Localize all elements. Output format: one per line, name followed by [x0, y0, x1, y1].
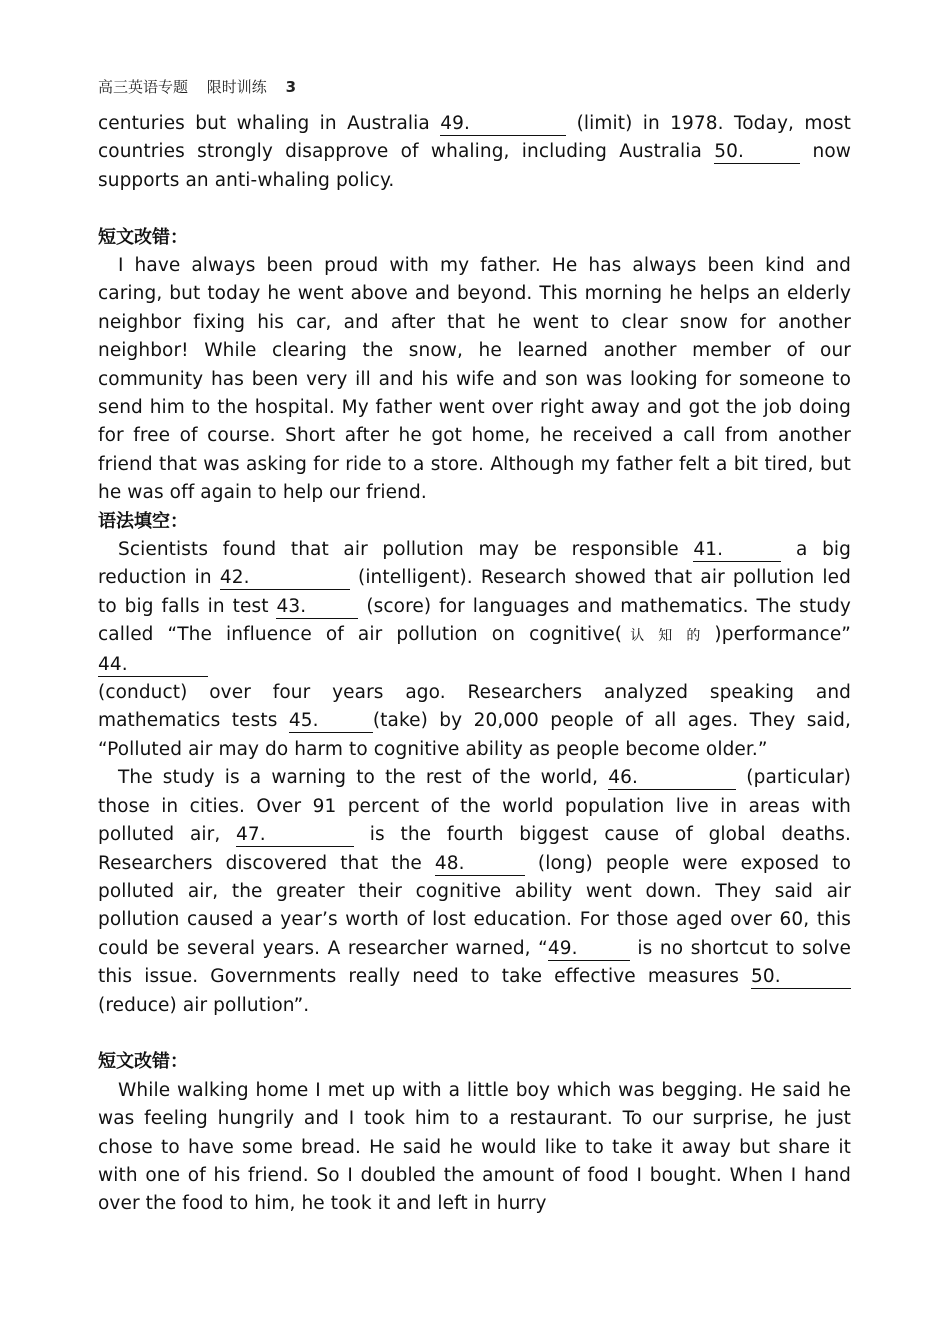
blank-46[interactable]: 46. — [608, 767, 736, 790]
blank-41[interactable]: 41. — [693, 539, 781, 562]
spacer — [98, 1020, 851, 1048]
section1-tail-paragraph: centuries but whaling in Australia 49. (limit) in 1978. Today, most countries strongly disapprove of whaling, including Australia 50. now supports an anti-whaling policy. — [98, 113, 851, 191]
blank-42[interactable]: 42. — [220, 567, 350, 590]
chinese-gloss: 认知的 — [622, 628, 715, 645]
blank-50[interactable]: 50. — [714, 141, 800, 164]
spacer — [98, 195, 851, 223]
blank-49-cloze[interactable]: 49. — [548, 938, 630, 961]
document-page — [98, 76, 851, 1219]
blank-45[interactable]: 45. — [289, 710, 373, 733]
error-correction-passage-1: I have always been proud with my father. He has always been kind and caring, but today he went above and beyond. This morning he helps an elderly neighbor fixing his car, and after that he went to clear snow for another neighbor! While clearing the snow, he learned another member of our community has been very ill and his wife and son was looking for someone to send him to the hospital. My father went over right away and got the job doing for free of course. Short after he got home, he received a call from another friend that was asking for ride to a store. Although my father felt a bit tired, but he was off again to help our friend. — [98, 255, 851, 504]
blank-48[interactable]: 48. — [435, 853, 525, 876]
page-header — [98, 76, 851, 98]
error-correction-passage-2: While walking home I met up with a little boy which was begging. He said he was feeling hungrily and I took him to a restaurant. To our surprise, he just chose to have some bread. He said he would like to take it away but share it with one of his friend. So I doubled the amount of food I bought. When I hand over the food to him, he took it and left in hurry — [98, 1079, 851, 1215]
blank-49[interactable]: 49. — [440, 113, 566, 136]
header-subtitle: 限时训练 — [206, 78, 267, 96]
cloze-paragraph-1: Scientists found that air pollution may be responsible 41. a big reduction in 42. (intelligent). Research showed that air pollution led to big falls in test 43. (score) for languages and mathematics. The study called “The influence of air pollution on cognitive(认知的)performance” 44. — [98, 539, 852, 675]
cloze-paragraph-3: The study is a warning to the rest of the world, 46. (particular) those in cities. Over 91 percent of the world population live in areas with polluted air, 47. is the fourth biggest cause of global deaths. Researchers discovered that the 48. (long) people were exposed to polluted air, the greater their cognitive ability went down. They said air pollution caused a year’s worth of lost education. For those aged over 60, this could be several years. A researcher warned, “49. is no shortcut to solve this issue. Governments really need to take effective measures 50. (reduce) air pollution”. — [98, 767, 851, 1016]
cloze-paragraph-2: (conduct) over four years ago. Researchers analyzed speaking and mathematics tests 45. (take) by 20,000 people of all ages. They said, “Polluted air may do harm to cognitive ability as people become older.” — [98, 682, 851, 760]
error-correction-heading: 短文改错： — [98, 226, 188, 248]
grammar-cloze-heading: 语法填空： — [98, 510, 188, 532]
header-title: 高三英语专题 — [98, 78, 189, 96]
blank-47[interactable]: 47. — [236, 824, 354, 847]
header-page-number: 3 — [285, 78, 297, 96]
error-correction-heading-2: 短文改错： — [98, 1051, 188, 1073]
blank-43[interactable]: 43. — [276, 596, 358, 619]
blank-50-cloze[interactable]: 50. — [751, 966, 851, 989]
blank-44[interactable]: 44. — [98, 654, 208, 677]
